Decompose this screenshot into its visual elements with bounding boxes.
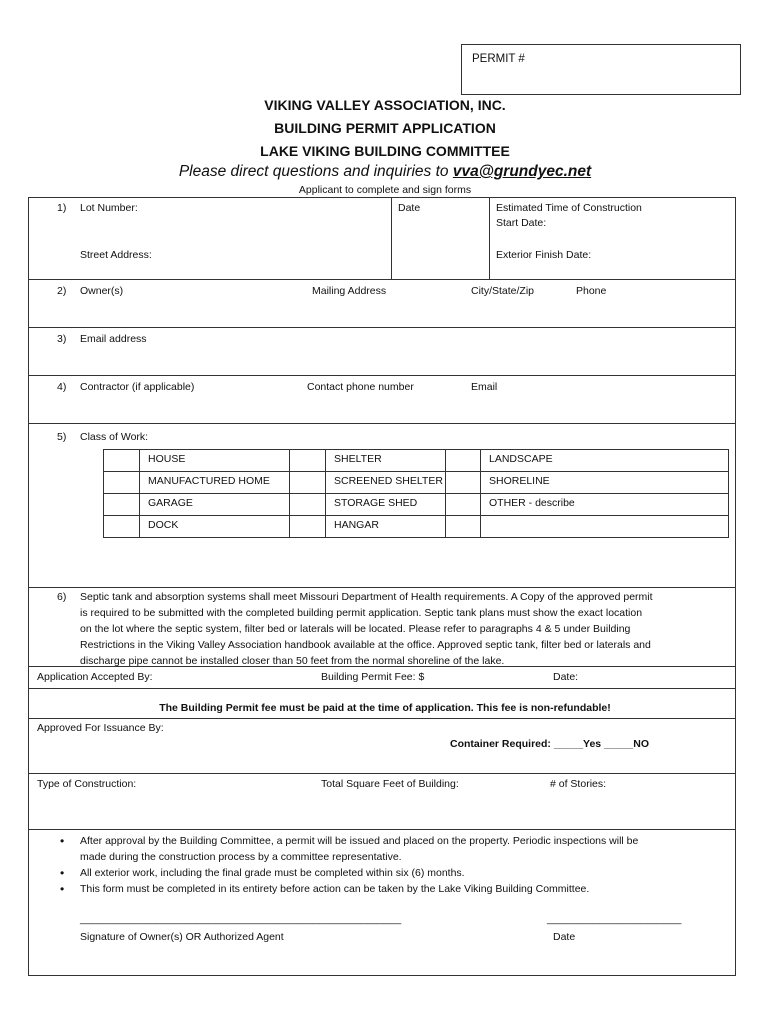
note-line-4: This form must be completed in its entirety before action can be taken by the Lake Viking Building Committee. [80,883,590,895]
table-row [104,450,729,472]
checkbox-cell[interactable] [290,450,326,472]
table-cell: SHORELINE [481,472,729,494]
section1-number: 1) [57,202,67,214]
city-state-zip-label: City/State/Zip [471,285,535,297]
section5-number: 5) [57,431,67,443]
owner-label: Owner(s) [80,285,124,297]
bullet-icon: • [60,866,65,880]
phone-label: Phone [576,285,607,297]
accepted-by-label: Application Accepted By: [37,671,153,683]
date-divider-left [391,198,392,280]
permit-number-box[interactable] [461,44,741,95]
row-divider-5 [28,587,736,588]
approved-by-label: Approved For Issuance By: [37,722,164,734]
row-divider-4 [28,423,736,424]
approved-divider [28,773,736,774]
lower-frame-right [735,667,736,976]
date-divider-right [489,198,490,280]
contact-prefix: Please direct questions and inquiries to [178,163,453,180]
signature-date-label: Date [553,931,576,943]
septic-line-4: Restrictions in the Viking Valley Association handbook available at the office. Approved septic tank, filter bed or laterals and [80,639,651,651]
mailing-address-label: Mailing Address [312,285,387,297]
fee-divider-top [28,688,736,689]
septic-line-1: Septic tank and absorption systems shall meet Missouri Department of Health requirements. A Copy of the approved permit [80,591,653,603]
row-divider-2 [28,327,736,328]
septic-line-5: discharge pipe cannot be installed closer than 50 feet from the normal shoreline of the lake. [80,655,505,667]
row-divider-1 [28,279,736,280]
permit-number-label: PERMIT # [472,53,525,65]
table-cell: SCREENED SHELTER [326,472,446,494]
table-cell: SHELTER [326,450,446,472]
container-required[interactable]: Container Required: _____Yes _____NO [450,738,650,750]
checkbox-cell[interactable] [290,494,326,516]
class-of-work-table [103,449,729,538]
table-cell: LANDSCAPE [481,450,729,472]
email-address-label: Email address [80,333,147,345]
checkbox-cell[interactable] [290,516,326,538]
contractor-email-label: Email [471,381,498,393]
checkbox-cell[interactable] [104,472,140,494]
fee-notice: The Building Permit fee must be paid at the time of application. This fee is non-refundable! [159,702,611,714]
table-cell: DOCK [140,516,290,538]
table-row [104,494,729,516]
fee-divider-bottom [28,718,736,719]
checkbox-cell[interactable] [446,516,481,538]
bullet-icon: • [60,834,65,848]
checkbox-cell[interactable] [446,494,481,516]
table-row [104,516,729,538]
section6-number: 6) [57,591,67,603]
contractor-label: Contractor (if applicable) [80,381,195,393]
street-address-label: Street Address: [80,249,152,261]
table-cell: HOUSE [140,450,290,472]
contact-email-link[interactable]: vva@grundyec.net [452,163,592,180]
construction-divider [28,829,736,830]
checkbox-cell[interactable] [446,472,481,494]
table-cell: OTHER - describe [481,494,729,516]
contact-phone-label: Contact phone number [307,381,414,393]
date-label: Date [398,202,421,214]
signature-line[interactable]: _______________________________________________________ [80,913,402,925]
exterior-finish-label: Exterior Finish Date: [496,249,592,261]
committee-title: LAKE VIKING BUILDING COMMITTEE [260,143,510,159]
checkbox-cell[interactable] [446,450,481,472]
checkbox-cell[interactable] [104,494,140,516]
septic-line-3: on the lot where the septic system, filter bed or laterals will be located. Please refer to paragraphs 4 & 5 under Building [80,623,631,635]
checkbox-cell[interactable] [104,450,140,472]
note-line-2: made during the construction process by a committee representative. [80,851,402,863]
lower-frame-bottom [28,975,736,976]
note-line-3: All exterior work, including the final grade must be completed within six (6) months. [80,867,465,879]
section2-number: 2) [57,285,67,297]
permit-fee-label: Building Permit Fee: $ [321,671,425,683]
table-cell: MANUFACTURED HOME [140,472,290,494]
lower-frame-left [28,667,29,976]
stories-label: # of Stories: [550,778,607,790]
class-of-work-label: Class of Work: [80,431,149,443]
bullet-icon: • [60,882,65,896]
construction-type-label: Type of Construction: [37,778,137,790]
note-line-1: After approval by the Building Committee, a permit will be issued and placed on the property. Periodic inspections will be [80,835,639,847]
signature-date-line[interactable]: _______________________ [547,913,682,925]
lot-number-label: Lot Number: [80,202,138,214]
row-divider-3 [28,375,736,376]
checkbox-cell[interactable] [104,516,140,538]
table-cell [481,516,729,538]
section3-number: 3) [57,333,67,345]
table-cell: HANGAR [326,516,446,538]
signature-label: Signature of Owner(s) OR Authorized Agent [80,931,284,943]
contact-line [0,163,770,181]
table-cell: GARAGE [140,494,290,516]
checkbox-cell[interactable] [290,472,326,494]
instructions: Applicant to complete and sign forms [298,184,472,196]
form-title: BUILDING PERMIT APPLICATION [274,120,496,136]
section4-number: 4) [57,381,67,393]
table-row [104,472,729,494]
start-date-label: Start Date: [496,217,547,229]
est-time-label: Estimated Time of Construction [496,202,642,214]
org-title: VIKING VALLEY ASSOCIATION, INC. [264,97,506,113]
office-date-label: Date: [553,671,579,683]
septic-line-2: is required to be submitted with the completed building permit application. Septic tank plans must show the exact location [80,607,643,619]
table-cell: STORAGE SHED [326,494,446,516]
square-feet-label: Total Square Feet of Building: [321,778,459,790]
